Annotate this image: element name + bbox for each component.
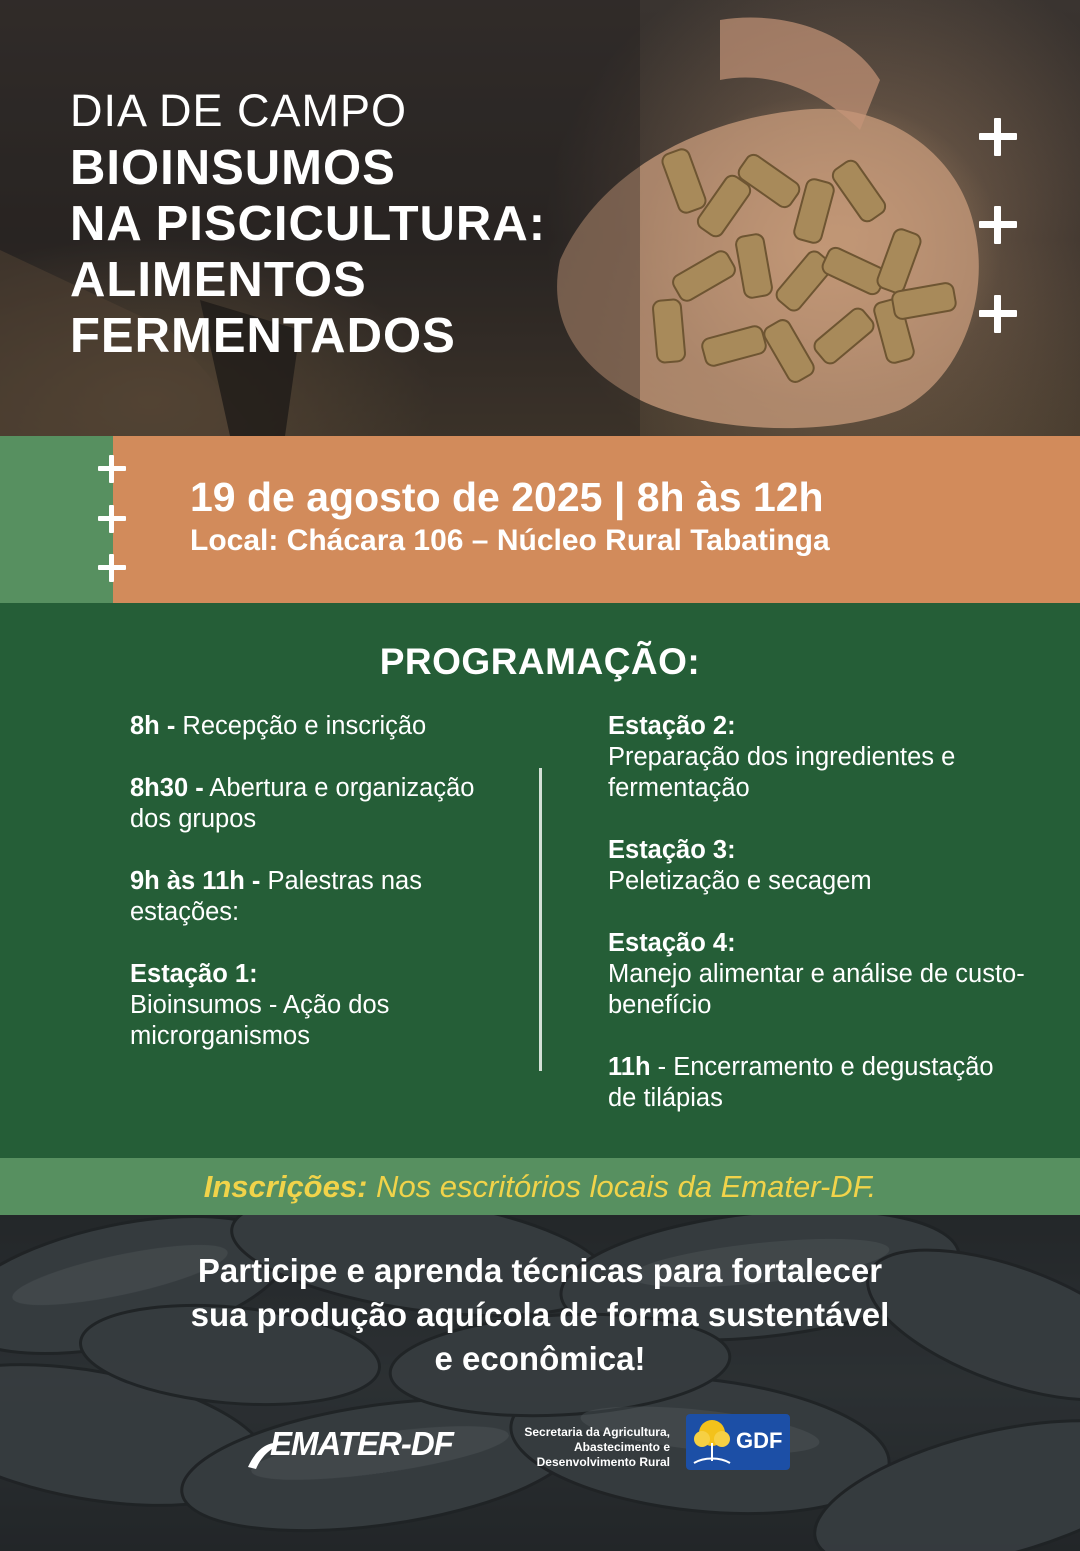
gdf-logo-text: GDF (736, 1428, 783, 1453)
cta-line: e econômica! (434, 1340, 646, 1377)
program-item (130, 866, 520, 928)
hero-kicker: DIA DE CAMPO (70, 85, 408, 136)
column-divider (539, 768, 542, 1071)
program-item-label: Estação 2: (608, 712, 736, 740)
hero-title (70, 140, 546, 364)
cta-line: sua produção aquícola de forma sustentável (190, 1296, 890, 1333)
program-item (608, 835, 1028, 897)
program-item-text: - Encerramento e degustação de tilápias (608, 1053, 994, 1112)
secretaria-logo (484, 1425, 670, 1470)
program-item-label: Estação 3: (608, 836, 736, 864)
cta-line: Participe e aprenda técnicas para fortalecer (197, 1252, 883, 1289)
program-item (130, 773, 520, 835)
program-item (608, 711, 1028, 804)
program-column-left (130, 711, 520, 1083)
program-item-label: Estação 4: (608, 929, 736, 957)
program-column-right (608, 711, 1028, 1145)
call-to-action (0, 1249, 1080, 1381)
event-date-time: 19 de agosto de 2025 | 8h às 12h (190, 474, 824, 520)
program-item-label: 8h30 - (130, 774, 204, 802)
registration-banner (0, 1158, 1080, 1215)
program-item (130, 959, 520, 1052)
event-location: Local: Chácara 106 – Núcleo Rural Tabatinga (190, 524, 830, 557)
hero-title-line: FERMENTADOS (70, 309, 456, 363)
hero-title-line: NA PISCICULTURA: (70, 197, 547, 251)
gdf-tree-icon (690, 1417, 734, 1467)
program-item-text: Palestras nas estações: (130, 867, 422, 926)
hero-title-line: BIOINSUMOS (70, 141, 396, 195)
program-item-text: Bioinsumos - Ação dos microrganismos (130, 991, 390, 1050)
registration-text: Nos escritórios locais da Emater-DF. (367, 1169, 877, 1204)
program-title: PROGRAMAÇÃO: (379, 641, 701, 682)
program-item-label: 8h - (130, 712, 176, 740)
hero-banner (0, 0, 1080, 436)
program-item-text: Recepção e inscrição (175, 712, 427, 740)
program-section (0, 603, 1080, 1158)
event-info-band (0, 436, 1080, 603)
secretaria-line: Desenvolvimento Rural (536, 1455, 670, 1469)
green-tab-accent (0, 436, 113, 603)
program-item (608, 928, 1028, 1021)
footer-section (0, 1215, 1080, 1551)
secretaria-line: Abastecimento e (573, 1440, 670, 1454)
program-item-text: Peletização e secagem (608, 867, 872, 895)
program-item (608, 1052, 1028, 1114)
secretaria-line: Secretaria da Agricultura, (524, 1425, 670, 1439)
plus-icon (98, 554, 126, 582)
hero-text-block (70, 86, 546, 364)
program-item-text: Preparação dos ingredientes e fermentação (608, 743, 956, 802)
registration-label: Inscrições: (203, 1169, 368, 1204)
plus-icon (979, 206, 1017, 244)
plus-icon (98, 455, 126, 483)
program-item-label: 11h (608, 1053, 651, 1081)
program-item-text: Abertura e organização dos grupos (130, 774, 475, 833)
program-item-label: Estação 1: (130, 960, 258, 988)
plus-icon (979, 295, 1017, 333)
plus-icon (98, 505, 126, 533)
program-item (130, 711, 520, 742)
plus-icon (979, 118, 1017, 156)
program-item-label: 9h às 11h - (130, 867, 261, 895)
emater-logo: EMATER-DF (270, 1425, 453, 1462)
program-item-text: Manejo alimentar e análise de custo-benefício (608, 960, 1025, 1019)
hero-title-line: ALIMENTOS (70, 253, 367, 307)
